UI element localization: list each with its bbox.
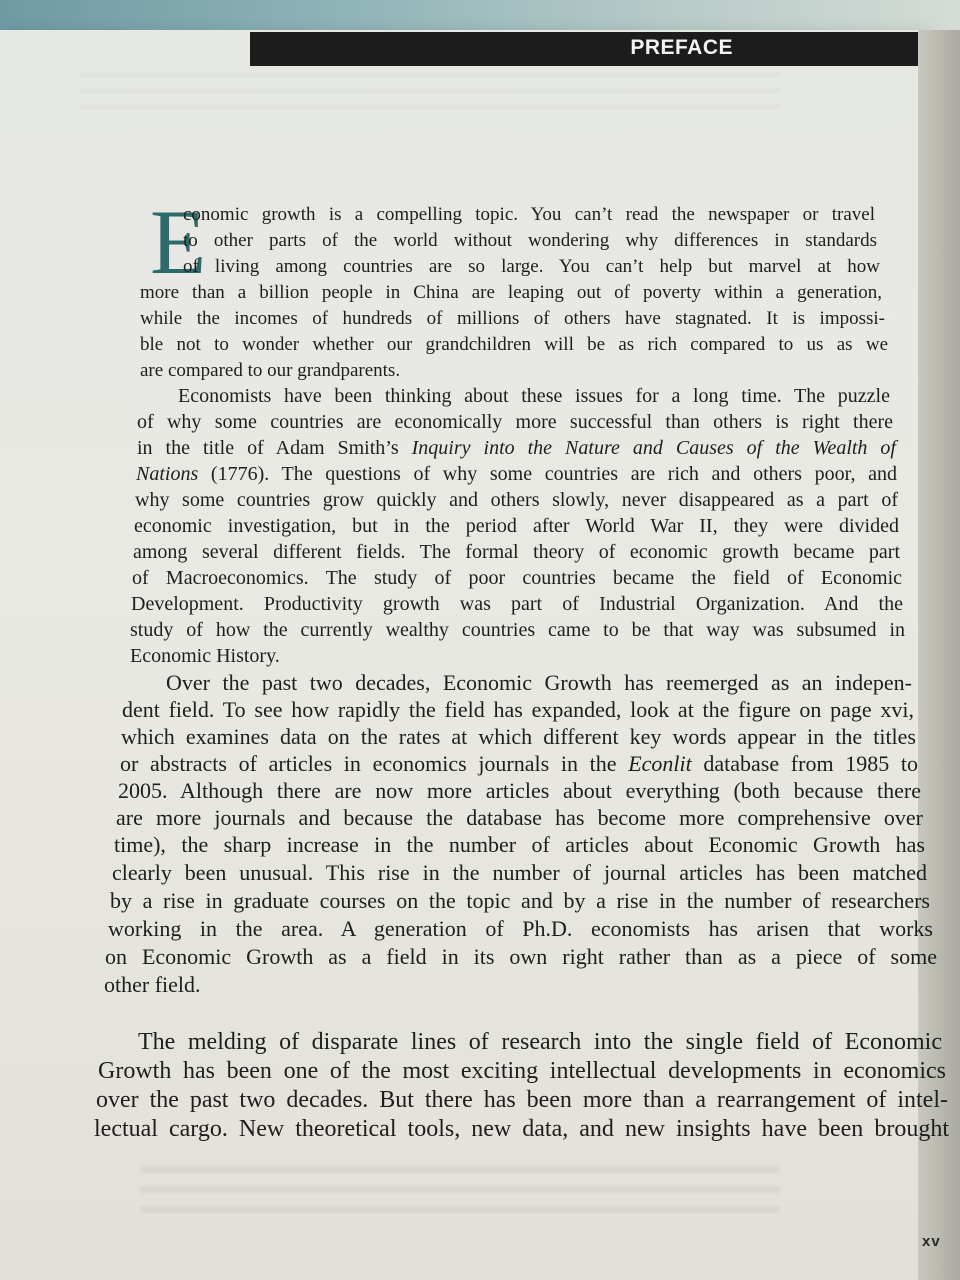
text-line: ble not to wonder whether our grandchildren will be as rich compared to us as we — [140, 334, 888, 355]
text-line: Economic History. — [130, 645, 280, 667]
text-line: Economists have been thinking about these issues for a long time. The puzzle — [178, 385, 890, 407]
show-through-text — [80, 72, 780, 112]
text-line: while the incomes of hundreds of millions of others have stagnated. It is impossi- — [140, 308, 885, 329]
text-line: are more journals and because the database has become more comprehensive over — [116, 805, 923, 830]
text-line: more than a billion people in China are leaping out of poverty within a generation, — [140, 282, 882, 303]
text-line: among several different fields. The formal theory of economic growth became part — [133, 541, 900, 563]
text-line: of why some countries are economically more successful than others is right there — [137, 411, 893, 433]
section-header-bar — [250, 32, 918, 66]
text-line: Nations (1776). The questions of why some countries are rich and others poor, and — [136, 463, 897, 485]
text-line: or abstracts of articles in economics journals in the Econlit database from 1985 to — [120, 751, 919, 776]
text-line: on Economic Growth as a field in its own right rather than as a piece of some — [105, 944, 937, 969]
text-line: working in the area. A generation of Ph.D. economists has arisen that works — [108, 916, 933, 941]
text-line: time), the sharp increase in the number of articles about Economic Growth has — [114, 832, 925, 857]
text-line: over the past two decades. But there has been more than a rearrangement of intel- — [96, 1087, 948, 1113]
text-line: of living among countries are so large. You can’t help but marvel at how — [183, 256, 880, 277]
text-line: The melding of disparate lines of research into the single field of Economic — [138, 1029, 942, 1055]
text-line: Development. Productivity growth was part of Industrial Organization. And the — [131, 593, 903, 615]
text-line: study of how the currently wealthy countries came to be that way was subsumed in — [130, 619, 905, 641]
text-line: economic investigation, but in the period after World War II, they were divided — [134, 515, 899, 537]
text-line: 2005. Although there are now more articles about everything (both because there — [118, 778, 921, 803]
section-title: PREFACE — [630, 36, 733, 59]
text-line: other field. — [104, 972, 201, 997]
text-line: why some countries grow quickly and others slowly, never disappeared as a part of — [135, 489, 898, 511]
text-line: which examines data on the rates at which different key words appear in the titles — [121, 724, 916, 749]
drop-cap: E — [150, 191, 207, 293]
text-line: dent field. To see how rapidly the field has expanded, look at the figure on page xvi, — [122, 697, 914, 722]
show-through-text — [140, 1166, 780, 1226]
text-line: of Macroeconomics. The study of poor countries became the field of Economic — [132, 567, 902, 589]
text-line: clearly been unusual. This rise in the number of journal articles has been matched — [112, 860, 927, 885]
text-line: in the title of Adam Smith’s Inquiry into the Nature and Causes of the Wealth of — [137, 437, 896, 459]
text-line: to other parts of the world without wondering why differences in standards — [183, 230, 877, 251]
text-line: Over the past two decades, Economic Growth has reemerged as an indepen- — [166, 670, 912, 695]
text-line: Growth has been one of the most exciting intellectual developments in economics — [98, 1058, 946, 1084]
text-line: lectual cargo. New theoretical tools, new data, and new insights have been brought — [94, 1116, 949, 1142]
text-line: by a rise in graduate courses on the topic and by a rise in the number of researchers — [110, 888, 930, 913]
text-line: are compared to our grandparents. — [140, 360, 401, 381]
text-line: conomic growth is a compelling topic. You can’t read the newspaper or travel — [183, 204, 875, 225]
page-number: xv — [922, 1233, 941, 1250]
